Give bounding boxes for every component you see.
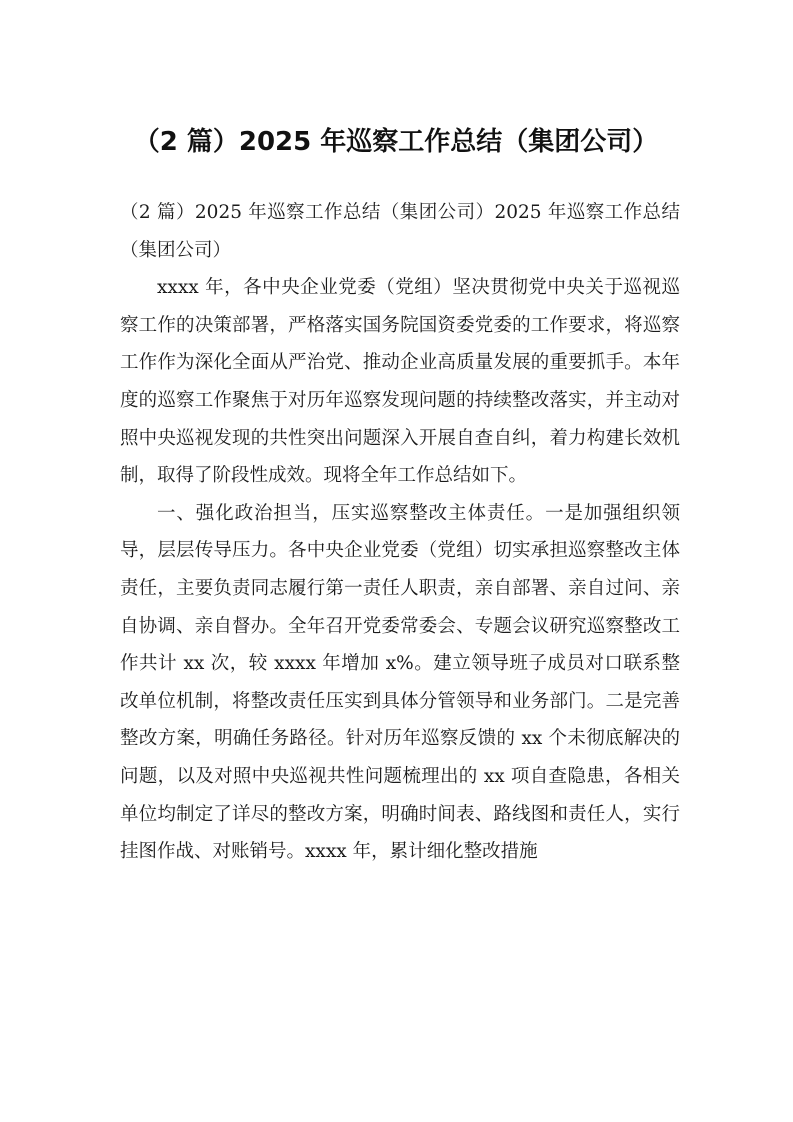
paragraph-intro: xxxx 年，各中央企业党委（党组）坚决贯彻党中央关于巡视巡察工作的决策部署，严格落实国务院国资委党委的工作要求，将巡察工作作为深化全面从严治党、推动企业高质量发展的重要抓手。本年度的巡察工作聚焦于对历年巡察发现问题的持续整改落实，并主动对照中央巡视发现的共性突出问题深入开展自查自纠，着力构建长效机制，取得了阶段性成效。现将全年工作总结如下。 xyxy=(120,277,680,487)
paragraph-section-one: 一、强化政治担当，压实巡察整改主体责任。一是加强组织领导，层层传导压力。各中央企业党委（党组）切实承担巡察整改主体责任，主要负责同志履行第一责任人职责，亲自部署、亲自过问、亲自协调、亲自督办。全年召开党委常委会、专题会议研究巡察整改工作共计 xx 次，较 xxxx 年增加 x%。建立领导班子成员对口联系整改单位机制，将整改责任压实到具体分管领导和业务部门。二是完善整改方案，明确任务路径。针对历年巡察反馈的 xx 个未彻底解决的问题，以及对照中央巡视共性问题梳理出的 xx 项自查隐患，各相关单位均制定了详尽的整改方案，明确时间表、路线图和责任人，实行挂图作战、对账销号。xxxx 年，累计细化整改措施 xyxy=(120,502,680,863)
paragraph-heading-line: （2 篇）2025 年巡察工作总结（集团公司）2025 年巡察工作总结（集团公司） xyxy=(120,202,680,261)
document-body xyxy=(120,194,680,871)
document-title: （2 篇）2025 年巡察工作总结（集团公司） xyxy=(133,127,659,157)
